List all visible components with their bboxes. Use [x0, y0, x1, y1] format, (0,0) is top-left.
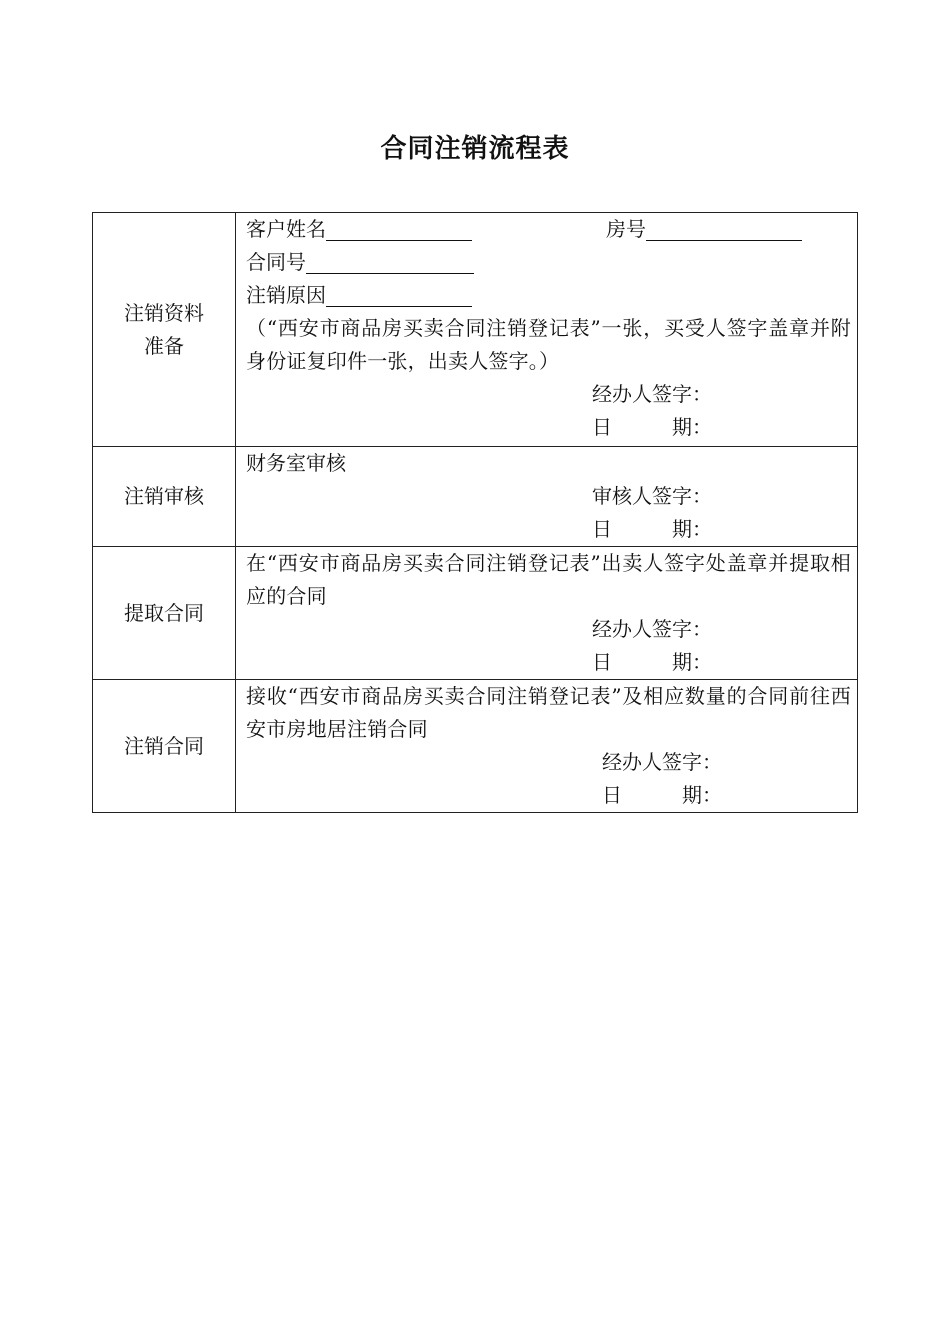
row-label-prepare — [93, 213, 236, 447]
row-label-review: 注销审核 — [93, 447, 236, 547]
cancel-text: 接收“西安市商品房买卖合同注销登记表”及相应数量的合同前往西安市房地居注销合同 — [246, 684, 851, 741]
contract-no-line — [246, 246, 851, 279]
materials-note: （“西安市商品房买卖合同注销登记表”一张，买受人签字盖章并附身份证复印件一张，出卖人签字。） — [246, 316, 851, 373]
customer-room-line — [246, 213, 851, 246]
contract-no-field[interactable] — [306, 246, 474, 274]
reason-field[interactable] — [326, 279, 472, 307]
signer-label: 经办人签字： — [592, 617, 712, 641]
date-line — [246, 513, 851, 546]
date-label-day: 日 — [592, 517, 612, 541]
review-text: 财务室审核 — [246, 451, 346, 475]
table-row — [93, 547, 858, 680]
row-content-prepare — [236, 213, 858, 447]
customer-name-field[interactable] — [326, 213, 472, 241]
signer-line — [246, 480, 851, 513]
signer-label: 经办人签字： — [592, 382, 712, 406]
signer-line — [246, 613, 851, 646]
page-title: 合同注销流程表 — [380, 134, 570, 164]
extract-text: 在“西安市商品房买卖合同注销登记表”出卖人签字处盖章并提取相应的合同 — [246, 551, 851, 608]
date-label-day: 日 — [602, 783, 622, 807]
date-line — [246, 646, 851, 679]
signer-line — [246, 746, 851, 779]
date-line — [246, 779, 851, 812]
date-label-period: 期： — [672, 517, 712, 541]
row-content-extract — [236, 547, 858, 680]
row-label-line: 注销资料 — [124, 300, 204, 325]
table-row — [93, 447, 858, 547]
table-row — [93, 213, 858, 447]
row-label-extract: 提取合同 — [93, 547, 236, 680]
date-line — [246, 411, 851, 444]
room-label: 房号 — [606, 217, 646, 241]
row-content-review — [236, 447, 858, 547]
row-label-line: 准备 — [144, 333, 184, 358]
contract-no-label: 合同号 — [246, 250, 306, 274]
date-label-period: 期： — [682, 783, 722, 807]
signer-label: 经办人签字： — [602, 750, 722, 774]
row-label-cancel: 注销合同 — [93, 680, 236, 813]
date-label-day: 日 — [592, 415, 612, 439]
date-label-day: 日 — [592, 650, 612, 674]
reason-label: 注销原因 — [246, 283, 326, 307]
signer-label: 审核人签字： — [592, 484, 712, 508]
cancellation-flow-table — [92, 212, 858, 813]
date-label-period: 期： — [672, 415, 712, 439]
date-label-period: 期： — [672, 650, 712, 674]
room-field[interactable] — [646, 213, 802, 241]
customer-name-label: 客户姓名 — [246, 217, 326, 241]
reason-line — [246, 279, 851, 312]
signer-line — [246, 378, 851, 411]
row-content-cancel — [236, 680, 858, 813]
table-row — [93, 680, 858, 813]
